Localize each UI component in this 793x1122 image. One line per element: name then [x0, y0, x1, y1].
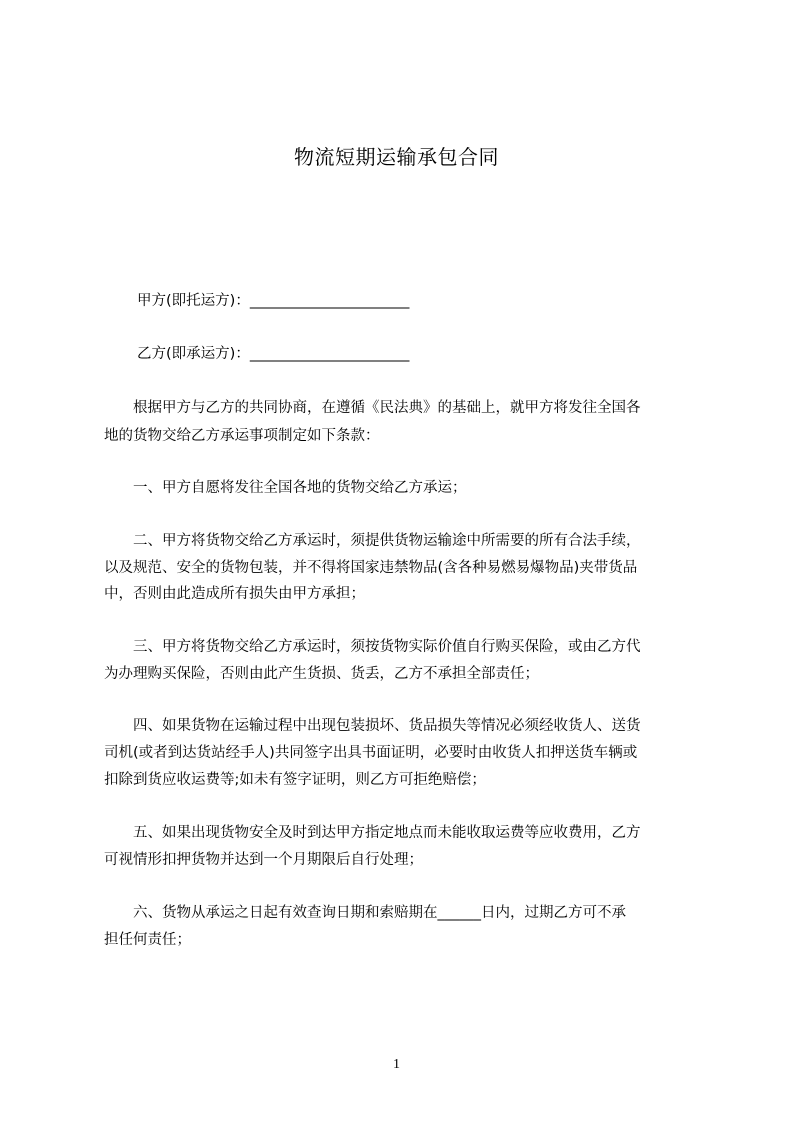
clause-4-line-3: 扣除到货应收运费等;如未有签字证明，则乙方可拒绝赔偿；: [104, 772, 486, 788]
clause-5-line-1: 五、如果出现货物安全及时到达甲方指定地点而未能收取运费等应收费用，乙方: [104, 825, 641, 841]
intro-line-1: 根据甲方与乙方的共同协商，在遵循《民法典》的基础上，就甲方将发往全国各: [104, 400, 641, 416]
clause-4-line-2: 司机(或者到达货站经手人)共同签字出具书面证明，必要时由收货人扣押送货车辆或: [104, 745, 638, 761]
clause-5-line-2: 可视情形扣押货物并达到一个月期限后自行处理；: [104, 852, 423, 868]
clause-2-line-2: 以及规范、安全的货物包装，并不得将国家违禁物品(含各种易燃易爆物品)夹带货品: [104, 560, 638, 576]
clause-6-line-2: 担任何责任；: [104, 932, 191, 948]
party-a-line: 甲方(即托运方)：______________________: [137, 293, 410, 309]
party-b-line: 乙方(即承运方)：______________________: [137, 346, 410, 362]
clause-1-line-1: 一、甲方自愿将发往全国各地的货物交给乙方承运；: [104, 480, 467, 496]
clause-2-line-1: 二、甲方将货物交给乙方承运时，须提供货物运输途中所需要的所有合法手续，: [104, 533, 641, 549]
clause-4-line-1: 四、如果货物在运输过程中出现包装损坏、货品损失等情况必须经收货人、送货: [104, 718, 641, 734]
clause-6-line-1: 六、货物从承运之日起有效查询日期和索赔期在______日内，过期乙方可不承: [104, 905, 626, 921]
intro-line-2: 地的货物交给乙方承运事项制定如下条款：: [104, 428, 380, 444]
clause-2-line-3: 中，否则由此造成所有损失由甲方承担；: [104, 586, 365, 602]
clause-3-line-1: 三、甲方将货物交给乙方承运时，须按货物实际价值自行购买保险，或由乙方代: [104, 639, 641, 655]
clause-3-line-2: 为办理购买保险，否则由此产生货损、货丢，乙方不承担全部责任；: [104, 666, 539, 682]
document-title: 物流短期运输承包合同: [294, 145, 499, 169]
page-number: 1: [393, 1057, 400, 1072]
